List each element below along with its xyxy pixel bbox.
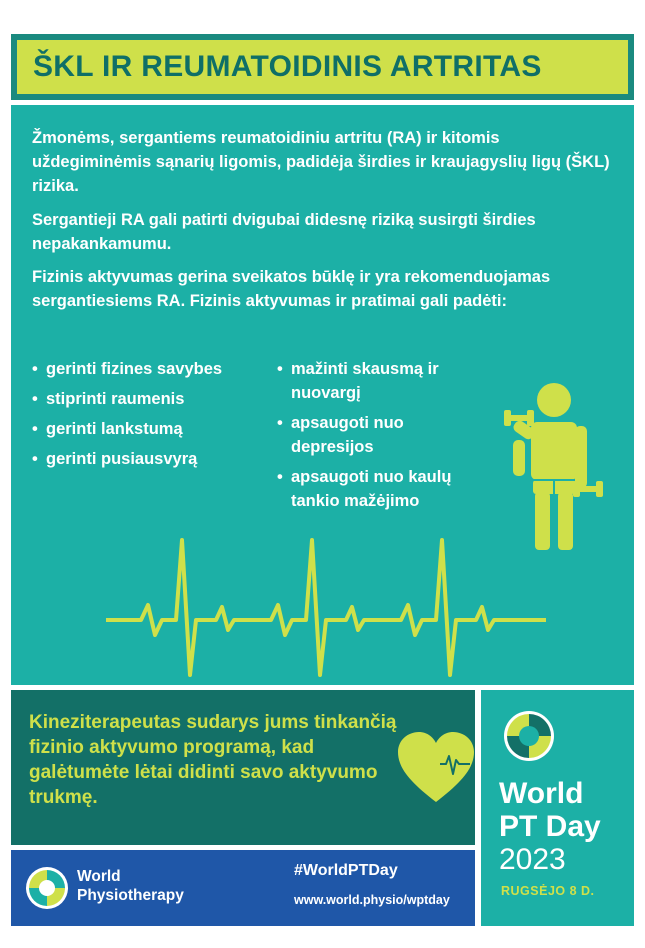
list-item: • gerinti lankstumą: [32, 417, 282, 441]
organization-name-line1: World: [77, 868, 121, 885]
title-band: [17, 40, 628, 94]
main-panel: [11, 105, 634, 685]
list-item: • gerinti fizines savybes: [32, 357, 282, 381]
list-item: • gerinti pusiausvyrą: [32, 447, 282, 471]
website-url: www.world.physio/wptday: [294, 893, 450, 907]
list-item: • mažinti skausmą ir nuovargį: [277, 357, 477, 405]
benefits-list-right: [277, 357, 477, 519]
organization-name: [77, 867, 184, 905]
hashtag: #WorldPTDay: [294, 862, 398, 879]
call-to-action-text: Kineziterapeutas sudarys jums tinkančią fizinio aktyvumo programą, kad galėtumėte lėtai didinti savo aktyvumo trukmę.: [29, 712, 397, 808]
list-item: • stiprinti raumenis: [32, 387, 282, 411]
heartbeat-line-icon: [106, 525, 546, 685]
list-item: • apsaugoti nuo kaulų tankio mažėjimo: [277, 465, 477, 513]
call-to-action-panel: [11, 690, 475, 845]
activity-paragraph: Fizinis aktyvumas gerina sveikatos būklę ir yra rekomenduojamas sergantiesiems RA. Fizinis aktyvumas ir pratimai gali padėti:: [32, 268, 551, 310]
list-item: • apsaugoti nuo depresijos: [277, 411, 477, 459]
benefits-list-left: [32, 357, 282, 477]
page-title: ŠKL IR REUMATOIDINIS ARTRITAS: [33, 50, 542, 83]
organization-name-line2: Physiotherapy: [77, 887, 184, 904]
event-name-line1: World: [499, 777, 584, 810]
event-date: RUGSĖJO 8 D.: [501, 884, 595, 898]
risk-paragraph: Sergantieji RA gali patirti dvigubai didesnę riziką susirgti širdies nepakankamumu.: [32, 211, 536, 253]
world-pt-day-logo: [503, 710, 555, 762]
world-physiotherapy-logo: [25, 866, 69, 910]
intro-paragraph: Žmonėms, sergantiems reumatoidiniu artritu (RA) ir kitomis uždegiminėmis sąnarių ligomis, padidėja širdies ir kraujagyslių ligų (ŠKL) rizika.: [32, 129, 610, 195]
heart-pulse-icon: [396, 730, 476, 810]
event-year: 2023: [499, 843, 566, 876]
title-bar: [11, 34, 634, 100]
footer-bar: [11, 850, 475, 926]
event-panel: [481, 690, 634, 926]
event-name-line2: PT Day: [499, 810, 601, 843]
